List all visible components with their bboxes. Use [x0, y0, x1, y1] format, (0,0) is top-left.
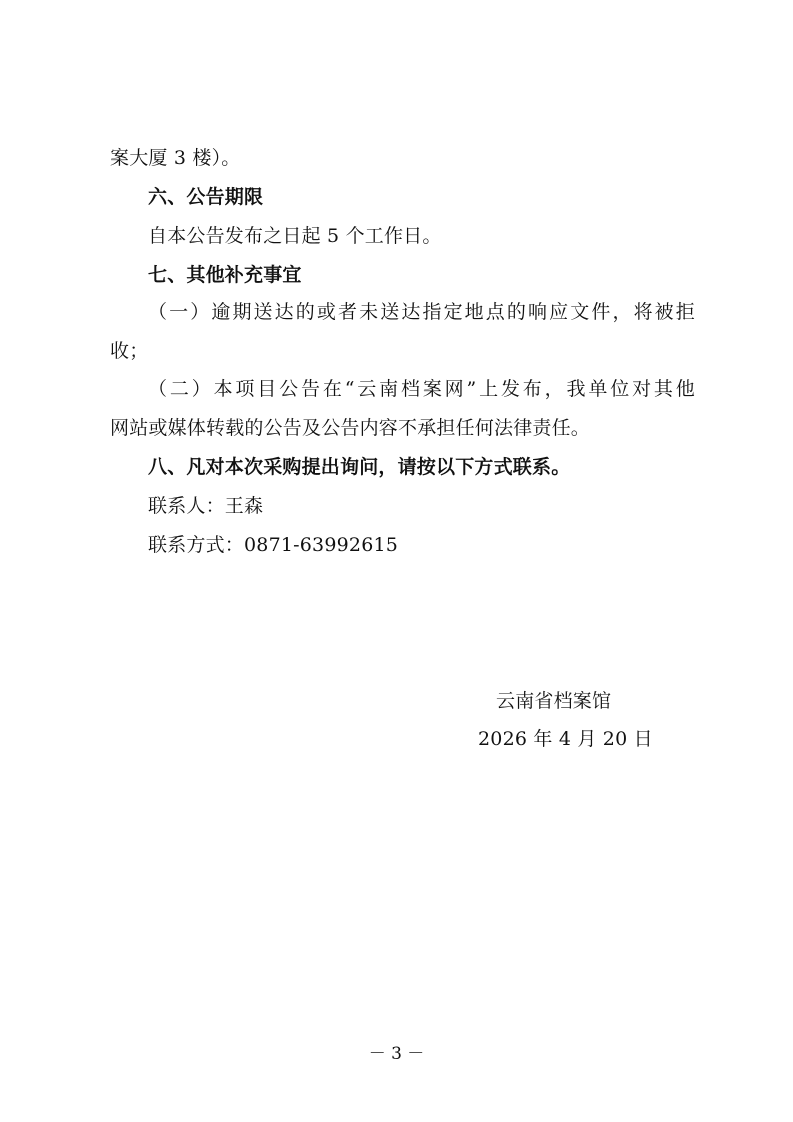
signature-date: 2026 年 4 月 20 日 — [478, 728, 653, 750]
paragraph-line: 网站或媒体转载的公告及公告内容不承担任何法律责任。 — [110, 417, 591, 439]
paragraph-line: 案大厦 3 楼）。 — [110, 147, 241, 169]
contact-person: 联系人：王森 — [148, 495, 264, 517]
section-heading-six: 六、公告期限 — [148, 186, 264, 208]
section-heading-seven: 七、其他补充事宜 — [148, 264, 302, 286]
paragraph-line: （一）逾期送达的或者未送达指定地点的响应文件，将被拒 — [148, 301, 695, 323]
paragraph-line: （二）本项目公告在“云南档案网”上发布，我单位对其他 — [148, 378, 695, 400]
section-heading-eight: 八、凡对本次采购提出询问，请按以下方式联系。 — [148, 456, 571, 478]
paragraph-line: 收； — [110, 340, 149, 362]
page-number: － 3 － — [368, 1044, 425, 1064]
signature-organization: 云南省档案馆 — [496, 690, 612, 712]
paragraph-line: 自本公告发布之日起 5 个工作日。 — [148, 225, 442, 247]
contact-phone: 联系方式：0871-63992615 — [148, 534, 399, 556]
